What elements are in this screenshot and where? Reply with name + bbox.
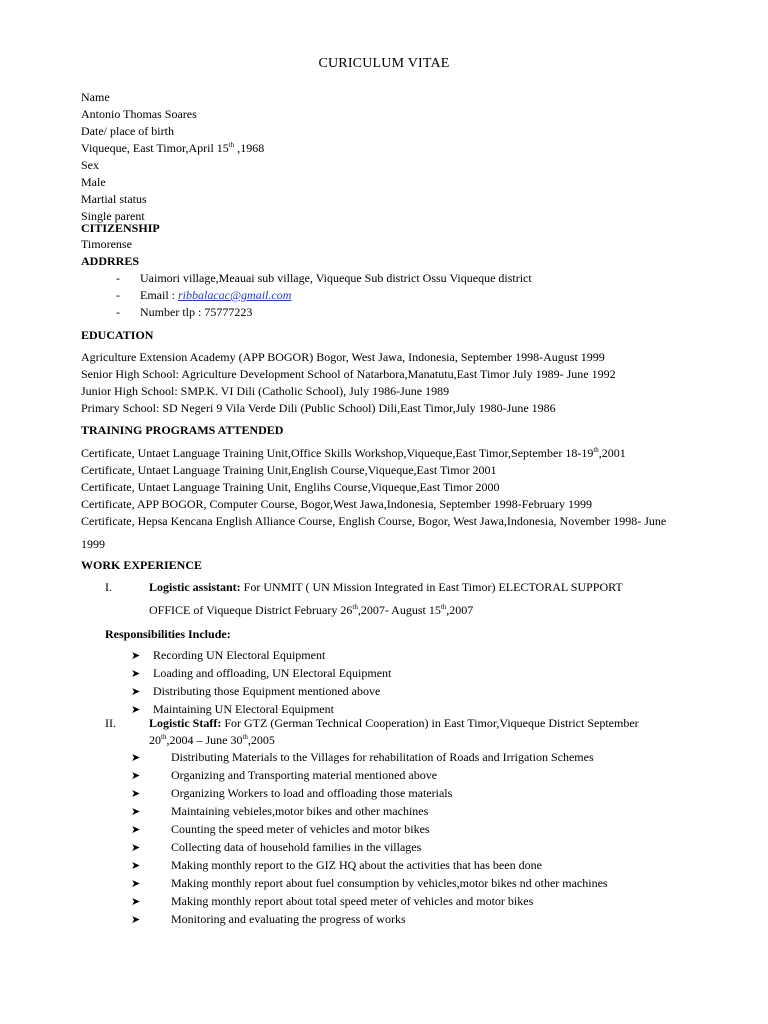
name-value: Antonio Thomas Soares [81, 107, 197, 121]
email-line: - Email : ribbalacac@gmail.com [116, 288, 292, 302]
list-item: ➤ Maintaining UN Electoral Equipment [0, 701, 721, 719]
arrow-bullet-icon: ➤ [131, 914, 141, 926]
list-item: ➤ Making monthly report about fuel consumption by vehicles,motor bikes nd other machines [0, 875, 721, 893]
arrow-bullet-icon: ➤ [131, 668, 141, 680]
list-item: ➤ Making monthly report to the GIZ HQ about the activities that has been done [0, 857, 721, 875]
job1-period: OFFICE of Viqueque District February 26th,2007- August 15th,2007 [149, 603, 474, 617]
list-item: ➤ Recording UN Electoral Equipment [0, 647, 721, 665]
arrow-bullet-icon: ➤ [131, 704, 141, 716]
list-item: ➤ Distributing Materials to the Villages for rehabilitation of Roads and Irrigation Schemes [0, 749, 721, 767]
arrow-bullet-icon: ➤ [131, 686, 141, 698]
list-item: ➤ Collecting data of household families in the villages [0, 839, 721, 857]
arrow-bullet-icon: ➤ [131, 842, 141, 854]
list-item: ➤ Monitoring and evaluating the progress of works [0, 911, 721, 929]
training-item-wrap: 1999 [81, 537, 105, 551]
list-item: ➤ Counting the speed meter of vehicles and motor bikes [0, 821, 721, 839]
list-item: ➤ Making monthly report about total speed meter of vehicles and motor bikes [0, 893, 721, 911]
training-heading: TRAINING PROGRAMS ATTENDED [81, 423, 284, 437]
dob-label: Date/ place of birth [81, 124, 174, 138]
responsibilities-heading: Responsibilities Include: [105, 627, 231, 641]
email-link[interactable]: ribbalacac@gmail.com [178, 288, 292, 302]
arrow-bullet-icon: ➤ [131, 752, 141, 764]
job2-title: Logistic Staff: For GTZ (German Technical Cooperation) in East Timor,Viqueque District September [149, 716, 639, 730]
work-heading: WORK EXPERIENCE [81, 558, 203, 572]
citizenship-section [81, 220, 721, 252]
arrow-bullet-icon: ➤ [131, 824, 141, 836]
job1-number: I. [105, 580, 112, 594]
sex-value: Male [81, 175, 106, 189]
training-section [81, 422, 721, 439]
education-item: Junior High School: SMP.K. VI Dili (Catholic School), July 1986-June 1989 [81, 384, 450, 398]
arrow-bullet-icon: ➤ [131, 806, 141, 818]
education-section [81, 327, 721, 344]
name-label: Name [81, 90, 110, 104]
education-item: Agriculture Extension Academy (APP BOGOR) Bogor, West Jawa, Indonesia, September 1998-August 1999 [81, 350, 605, 364]
arrow-bullet-icon: ➤ [131, 878, 141, 890]
list-item: ➤ Distributing those Equipment mentioned above [0, 683, 721, 701]
training-item: Certificate, Untaet Language Training Unit,Office Skills Workshop,Viqueque,East Timor,September 18-19th,2001 [81, 446, 626, 460]
arrow-bullet-icon: ➤ [131, 896, 141, 908]
address-line: - Uaimori village,Meauai sub village, Viqueque Sub district Ossu Viqueque district [116, 271, 532, 285]
list-item: ➤ Maintaining vebieles,motor bikes and other machines [0, 803, 721, 821]
education-item: Senior High School: Agriculture Development School of Natarbora,Manatutu,East Timor July 1989- June 1992 [81, 367, 616, 381]
address-heading: ADDRRES [81, 254, 140, 268]
marital-label: Martial status [81, 192, 147, 206]
training-item: Certificate, Untaet Language Training Unit, Englihs Course,Viqueque,East Timor 2000 [81, 480, 500, 494]
list-item: ➤ Organizing Workers to load and offloading those materials [0, 785, 721, 803]
arrow-bullet-icon: ➤ [131, 770, 141, 782]
education-list [81, 349, 721, 417]
job1-responsibilities [81, 647, 721, 719]
job2-number: II. [105, 716, 116, 730]
training-item: Certificate, APP BOGOR, Computer Course, Bogor,West Jawa,Indonesia, September 1998-February 1999 [81, 497, 593, 511]
arrow-bullet-icon: ➤ [131, 788, 141, 800]
arrow-bullet-icon: ➤ [131, 650, 141, 662]
job2-responsibilities [81, 749, 721, 929]
citizenship-heading: CITIZENSHIP [81, 221, 160, 235]
education-heading: EDUCATION [81, 328, 154, 342]
citizenship-value: Timorense [81, 237, 132, 251]
address-section [81, 253, 721, 321]
training-list [81, 445, 721, 553]
personal-section [81, 89, 721, 225]
list-item: ➤ Organizing and Transporting material mentioned above [0, 767, 721, 785]
arrow-bullet-icon: ➤ [131, 860, 141, 872]
dob-value: Viqueque, East Timor,April 15th ,1968 [81, 141, 265, 155]
list-item: ➤ Loading and offloading, UN Electoral Equipment [0, 665, 721, 683]
document-title: CURICULUM VITAE [318, 56, 450, 71]
phone-line: - Number tlp : 75777223 [116, 305, 253, 319]
marital-value: Single parent [81, 209, 145, 223]
training-item: Certificate, Untaet Language Training Unit,English Course,Viqueque,East Timor 2001 [81, 463, 497, 477]
work-section [81, 557, 721, 574]
job1-title: Logistic assistant: For UNMIT ( UN Mission Integrated in East Timor) ELECTORAL SUPPORT [149, 580, 623, 594]
education-item: Primary School: SD Negeri 9 Vila Verde Dili (Public School) Dili,East Timor,July 1980-June 1986 [81, 401, 556, 415]
job2-period: 20th,2004 – June 30th,2005 [149, 733, 275, 747]
sex-label: Sex [81, 158, 99, 172]
training-item: Certificate, Hepsa Kencana English Alliance Course, English Course, Bogor, West Jawa,Indonesia, November 1998- June [81, 514, 667, 528]
